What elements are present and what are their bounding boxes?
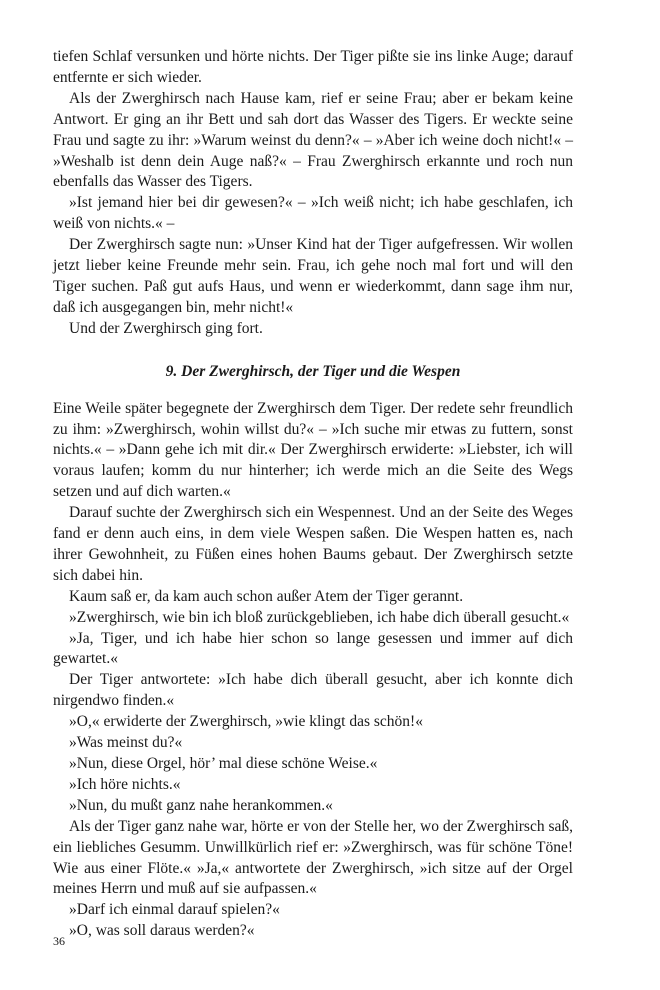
text-block-after xyxy=(53,399,573,943)
paragraph: »Nun, diese Orgel, hör’ mal diese schöne Weise.« xyxy=(69,755,378,772)
text-block-before xyxy=(53,47,573,340)
paragraph: Kaum saß er, da kam auch schon außer Atem der Tiger gerannt. xyxy=(69,587,464,605)
paragraph: »Zwerghirsch, wie bin ich bloß zurückgeblieben, ich habe dich überall gesucht.« xyxy=(69,608,570,626)
paragraph: »Ist jemand hier bei dir gewesen?« – »Ich weiß nicht; ich habe geschlafen, ich weiß von nichts.« – xyxy=(53,194,573,233)
paragraph: »Darf ich einmal darauf spielen?« xyxy=(69,901,280,919)
paragraph: Als der Zwerghirsch nach Hause kam, rief er seine Frau; aber er bekam keine Antwort. Er ging an ihr Bett und sah dort das Wasser des Tigers. Er weckte seine Frau und sagte zu ihr: »Warum weinst du denn?« – »Aber ich weine doch nicht!« – »Weshalb ist denn dein Auge naß?« – Frau Zwerghirsch erkannte und roch nun ebenfalls das Wasser des Tigers. xyxy=(53,89,573,191)
page-number: 36 xyxy=(53,934,65,948)
paragraph: Als der Tiger ganz nahe war, hörte er von der Stelle her, wo der Zwerghirsch saß, ein liebliches Gesumm. Unwillkürlich rief er: »Zwerghirsch, was für schöne Töne! Wie aus einer Flöte.« »Ja,« antwortete der Zwerghirsch, »ich sitze auf der Orgel meines Herrn und muß auf sie aufpassen.« xyxy=(53,817,573,898)
paragraph: »Was meinst du?« xyxy=(69,734,183,752)
paragraph: »Ja, Tiger, und ich habe hier schon so lange gesessen und immer auf dich gewartet.« xyxy=(53,629,573,668)
paragraph: Der Zwerghirsch sagte nun: »Unser Kind hat der Tiger aufgefressen. Wir wollen jetzt lieber keine Freunde mehr sein. Frau, ich gehe noch mal fort und will den Tiger suchen. Paß gut aufs Haus, und wenn er wiederkommt, dann sage ihm nur, daß ich ausgegangen bin, mehr nicht!« xyxy=(53,236,573,316)
paragraph: Darauf suchte der Zwerghirsch sich ein Wespennest. Und an der Seite des Weges fand er denn auch eins, in dem viele Wespen saßen. Die Wespen hatten es, nach ihrer Gewohnheit, zu Füßen eines hohen Baums gebaut. Der Zwerghirsch setzte sich dabei hin. xyxy=(53,504,573,584)
chapter-heading: 9. Der Zwerghirsch, der Tiger und die Wespen xyxy=(165,362,461,380)
paragraph: »O, was soll daraus werden?« xyxy=(69,922,255,940)
book-page xyxy=(53,47,573,942)
paragraph: »O,« erwiderte der Zwerghirsch, »wie klingt das schön!« xyxy=(69,713,423,731)
paragraph: Eine Weile später begegnete der Zwerghirsch dem Tiger. Der redete sehr freundlich zu ihm: »Zwerghirsch, wohin willst du?« – »Ich suche mir etwas zu futtern, sonst nichts.« – »Dann gehe ich mit dir.« Der Zwerghirsch erwiderte: »Liebster, ich will voraus laufen; komm du nur hinterher; ich werde mich an die Seite des Wegs setzen und auf dich warten.« xyxy=(53,399,573,501)
paragraph: »Nun, du mußt ganz nahe herankommen.« xyxy=(69,796,333,814)
paragraph: »Ich höre nichts.« xyxy=(69,775,181,793)
paragraph: tiefen Schlaf versunken und hörte nichts. Der Tiger pißte sie ins linke Auge; darauf entfernte er sich wieder. xyxy=(53,48,573,86)
paragraph: Der Tiger antwortete: »Ich habe dich überall gesucht, aber ich konnte dich nirgendwo finden.« xyxy=(53,671,573,710)
paragraph: Und der Zwerghirsch ging fort. xyxy=(69,319,263,337)
